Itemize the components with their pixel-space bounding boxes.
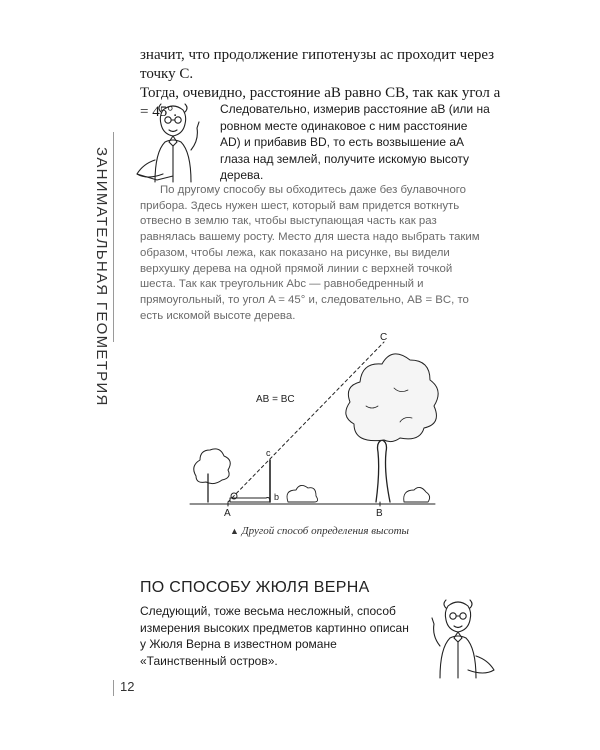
teacher-illustration-2 <box>418 596 498 680</box>
section-title: ПО СПОСОБУ ЖЮЛЯ ВЕРНА <box>140 579 370 596</box>
callout-text: Следовательно, измерив расстояние aB (или на ровном месте одинаковое с ним расстояние AD) и прибавив BD, то есть возвышение aA глаза над землей, получите искомую высоту дерева. <box>220 102 490 182</box>
label-A: A <box>224 508 231 519</box>
label-c: c <box>266 448 271 458</box>
bush-2 <box>404 487 430 502</box>
body-text <box>140 183 490 324</box>
running-title: ЗАНИМАТЕЛЬНАЯ ГЕОМЕТРИЯ <box>93 147 110 407</box>
side-rule <box>113 132 114 342</box>
intro-line-2: Тогда, очевидно, расстояние aB равно CB, так как угол a = 45°. <box>140 85 501 120</box>
big-tree <box>346 354 438 502</box>
figure-caption <box>230 525 450 537</box>
teacher-illustration <box>133 100 213 184</box>
label-b: b <box>274 492 280 502</box>
lying-person <box>230 493 270 502</box>
caption-marker: ▲ <box>230 526 239 536</box>
bush-1 <box>287 485 318 502</box>
section-text: Следующий, тоже весьма несложный, способ измерения высоких предметов картинно описан у Жюля Верна в известном романе «Таинственный остров». <box>140 604 409 668</box>
body-paragraph: По другому способу вы обходитесь даже без булавочного прибора. Здесь нужен шест, который вам придется воткнуть отвесно в землю так, чтобы выступающая часть как раз равнялась вашему росту. Место для шеста надо выбрать таким образом, чтобы лежа, как показано на рисунке, вы видели верхушку дерева на одной прямой линии с верхней точкой шеста. Так как треугольник Abc — равнобедренный и прямоугольный, то угол A = 45° и, следовательно, AB = BC, то есть искомой высоте дерева. <box>140 184 480 322</box>
label-ab-bc: AB = BC <box>256 394 295 405</box>
label-B: B <box>376 508 383 519</box>
small-tree <box>194 449 231 502</box>
page-number-rule <box>113 680 114 696</box>
caption-text: Другой способ определения высоты <box>241 525 409 537</box>
page-number: 12 <box>120 679 135 694</box>
tree-height-figure <box>180 330 440 520</box>
label-C: C <box>380 332 388 343</box>
intro-line-1: значит, что продолжение гипотенузы ac проходит через точку C. <box>140 47 495 82</box>
